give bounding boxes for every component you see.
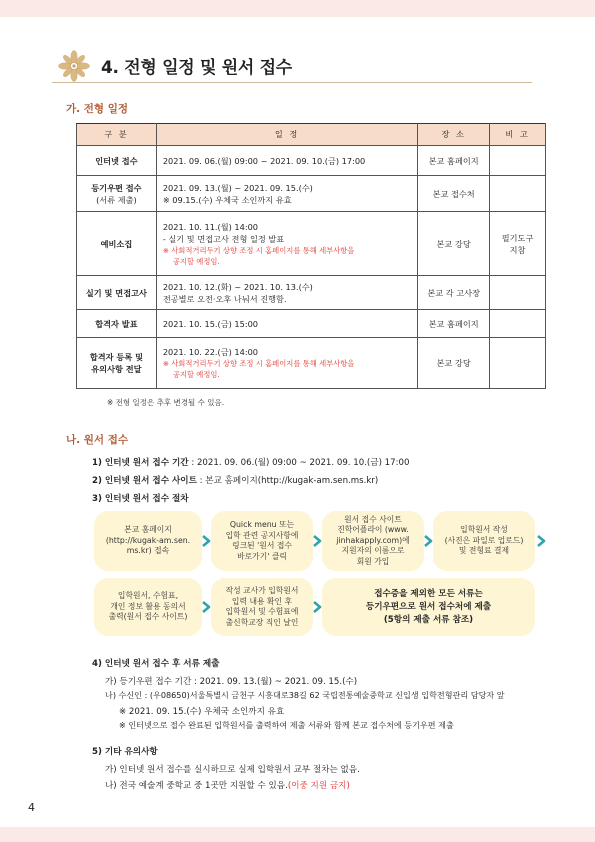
item-submission-postmark-note: ※ 2021. 09. 15.(수) 우체국 소인까지 유효 — [119, 707, 285, 717]
table-row — [77, 176, 546, 212]
row-category-line: 예비소집 — [100, 238, 133, 249]
flow-step-7: 접수증을 제외한 모든 서류는 등기우편으로 원서 접수처에 제출 (5항의 제출 서류 참조) — [322, 578, 535, 636]
item-online-site — [92, 474, 378, 486]
item-submission: 4) 인터넷 원서 접수 후 서류 제출 — [92, 659, 220, 669]
arrow-right-icon — [312, 535, 322, 547]
item-submission-red-note: ※ 인터넷으로 접수 완료된 입학원서를 출력하여 제출 서류와 함께 본교 접수처에 등기우편 제출 — [119, 720, 454, 730]
row-place: 본교 홈페이지 — [418, 146, 490, 176]
arrow-right-icon — [536, 535, 546, 547]
row-schedule — [156, 146, 417, 176]
schedule-red-note: 공지할 예정임. — [172, 370, 220, 379]
item-other-b — [105, 779, 350, 791]
schedule-line: - 실기 및 면접고사 전형 일정 발표 — [162, 233, 285, 244]
row-category-line: 유의사항 전달 — [91, 364, 142, 374]
schedule-line: 2021. 10. 22.(금) 14:00 — [162, 347, 259, 357]
schedule-red-note: ※ 사회적거리두기 상향 조정 시 홈페이지를 통해 세부사항을 — [162, 245, 355, 255]
subheading-schedule: 가. 전형 일정 — [66, 103, 129, 115]
row-category — [77, 338, 157, 389]
table-row — [77, 310, 546, 338]
header-remark: 비 고 — [490, 124, 546, 146]
table-header-row — [77, 124, 546, 146]
row-place: 본교 접수처 — [418, 176, 490, 212]
flow-step-3: 원서 접수 사이트 진학어플라이 (www. jinhakapply.com)에 지원자의 이름으로 회원 가입 — [322, 511, 424, 571]
row-place: 본교 각 고사장 — [418, 276, 490, 310]
arrow-right-icon — [201, 535, 211, 547]
table-note: ※ 전형 일정은 추후 변경될 수 있음. — [107, 398, 225, 407]
item-submission-period: 가) 등기우편 접수 기간 : 2021. 09. 13.(월) ~ 2021. 09. 15.(수) — [105, 677, 358, 687]
row-category-line: 합격자 등록 및 — [89, 352, 143, 362]
row-category — [77, 146, 157, 176]
row-category — [77, 176, 157, 212]
item-other: 5) 기타 유의사항 — [92, 747, 158, 757]
row-remark — [490, 338, 546, 389]
row-schedule — [156, 338, 417, 389]
row-schedule — [156, 212, 417, 276]
schedule-table — [76, 123, 546, 389]
page-number: 4 — [28, 801, 35, 814]
arrow-right-icon — [312, 601, 322, 613]
row-remark — [490, 276, 546, 310]
schedule-line: 2021. 10. 12.(화) ~ 2021. 10. 13.(수) — [162, 281, 313, 292]
row-place: 본교 강당 — [418, 338, 490, 389]
row-remark — [490, 310, 546, 338]
row-category — [77, 310, 157, 338]
schedule-line: 전공별로 오전·오후 나눠서 진행함. — [162, 293, 287, 304]
item-submission-recipient: 나) 수신인 : (우08650)서울특별시 금천구 시흥대로38길 62 국립전통예술중학교 신입생 입학전형관리 담당자 앞 — [105, 690, 505, 700]
item-label: 1) 인터넷 원서 접수 기간 — [92, 458, 189, 468]
schedule-line: 2021. 09. 06.(월) 09:00 ~ 2021. 09. 10.(금) 17:00 — [162, 155, 366, 166]
arrow-right-icon — [201, 601, 211, 613]
schedule-line: 2021. 10. 15.(금) 15:00 — [162, 318, 259, 329]
flow-step-5: 입학원서, 수험표, 개인 정보 활용 동의서 출력(원서 접수 사이트) — [94, 578, 202, 636]
row-place: 본교 강당 — [418, 212, 490, 276]
row-category-line: (서류 제출) — [96, 194, 137, 205]
item-procedure: 3) 인터넷 원서 접수 절차 — [92, 494, 189, 504]
section-title: 4. 전형 일정 및 원서 접수 — [101, 58, 292, 78]
table-row — [77, 276, 546, 310]
item-other-b-text: 나) 전국 예술계 중학교 중 1곳만 지원할 수 있음. — [105, 781, 288, 791]
row-schedule — [156, 176, 417, 212]
schedule-line: ※ 09.15.(수) 우체국 소인까지 유효 — [162, 194, 292, 205]
subheading-application: 나. 원서 접수 — [66, 434, 129, 446]
row-category-line: 등기우편 접수 — [91, 182, 142, 193]
header-schedule: 일 정 — [156, 124, 417, 146]
bottom-band — [0, 827, 595, 842]
row-category — [77, 212, 157, 276]
title-divider — [52, 82, 532, 83]
row-schedule — [156, 276, 417, 310]
table-row — [77, 338, 546, 389]
schedule-red-note: 공지할 예정임. — [172, 256, 220, 266]
flow-step-2: Quick menu 또는 입학 관련 공지사항에 링크된 '원서 접수 바로가기' 클릭 — [211, 511, 313, 571]
row-category-line: 합격자 발표 — [95, 318, 138, 329]
flow-step-6: 작성 교사가 입학원서 입력 내용 확인 후 입학원서 및 수험표에 출신학교장 직인 날인 — [211, 578, 313, 636]
row-category-line: 인터넷 접수 — [95, 155, 138, 166]
item-value: : 2021. 09. 06.(월) 09:00 ~ 2021. 09. 10.(금) 17:00 — [188, 458, 410, 468]
row-remark — [490, 176, 546, 212]
row-place: 본교 홈페이지 — [418, 310, 490, 338]
row-remark — [490, 146, 546, 176]
top-band — [0, 0, 595, 17]
schedule-line: 2021. 10. 11.(월) 14:00 — [162, 221, 259, 232]
row-remark: 필기도구 지참 — [490, 212, 546, 276]
item-other-a: 가) 인터넷 원서 접수를 실시하므로 실제 입학원서 교부 절차는 없음. — [105, 765, 360, 775]
table-row — [77, 146, 546, 176]
item-other-b-red: (이중 지원 금지) — [287, 781, 350, 791]
arrow-right-icon — [423, 535, 433, 547]
flow-step-4: 입학원서 작성 (사진은 파일로 업로드) 및 전형료 결제 — [433, 511, 535, 571]
flow-step-1: 본교 홈페이지 (http://kugak-am.sen. ms.kr) 접속 — [94, 511, 202, 571]
item-value: : 본교 홈페이지(http://kugak-am.sen.ms.kr) — [196, 476, 379, 486]
table-row — [77, 212, 546, 276]
item-online-period — [92, 456, 409, 468]
row-schedule — [156, 310, 417, 338]
header-category: 구 분 — [77, 124, 157, 146]
row-category-line: 실기 및 면접고사 — [85, 287, 147, 298]
row-category — [77, 276, 157, 310]
header-place: 장 소 — [418, 124, 490, 146]
item-label: 2) 인터넷 원서 접수 사이트 — [92, 476, 197, 486]
schedule-line: 2021. 09. 13.(월) ~ 2021. 09. 15.(수) — [162, 182, 313, 193]
flower-emblem-icon — [58, 50, 90, 82]
schedule-red-note: ※ 사회적거리두기 상향 조정 시 홈페이지를 통해 세부사항을 — [162, 359, 355, 368]
